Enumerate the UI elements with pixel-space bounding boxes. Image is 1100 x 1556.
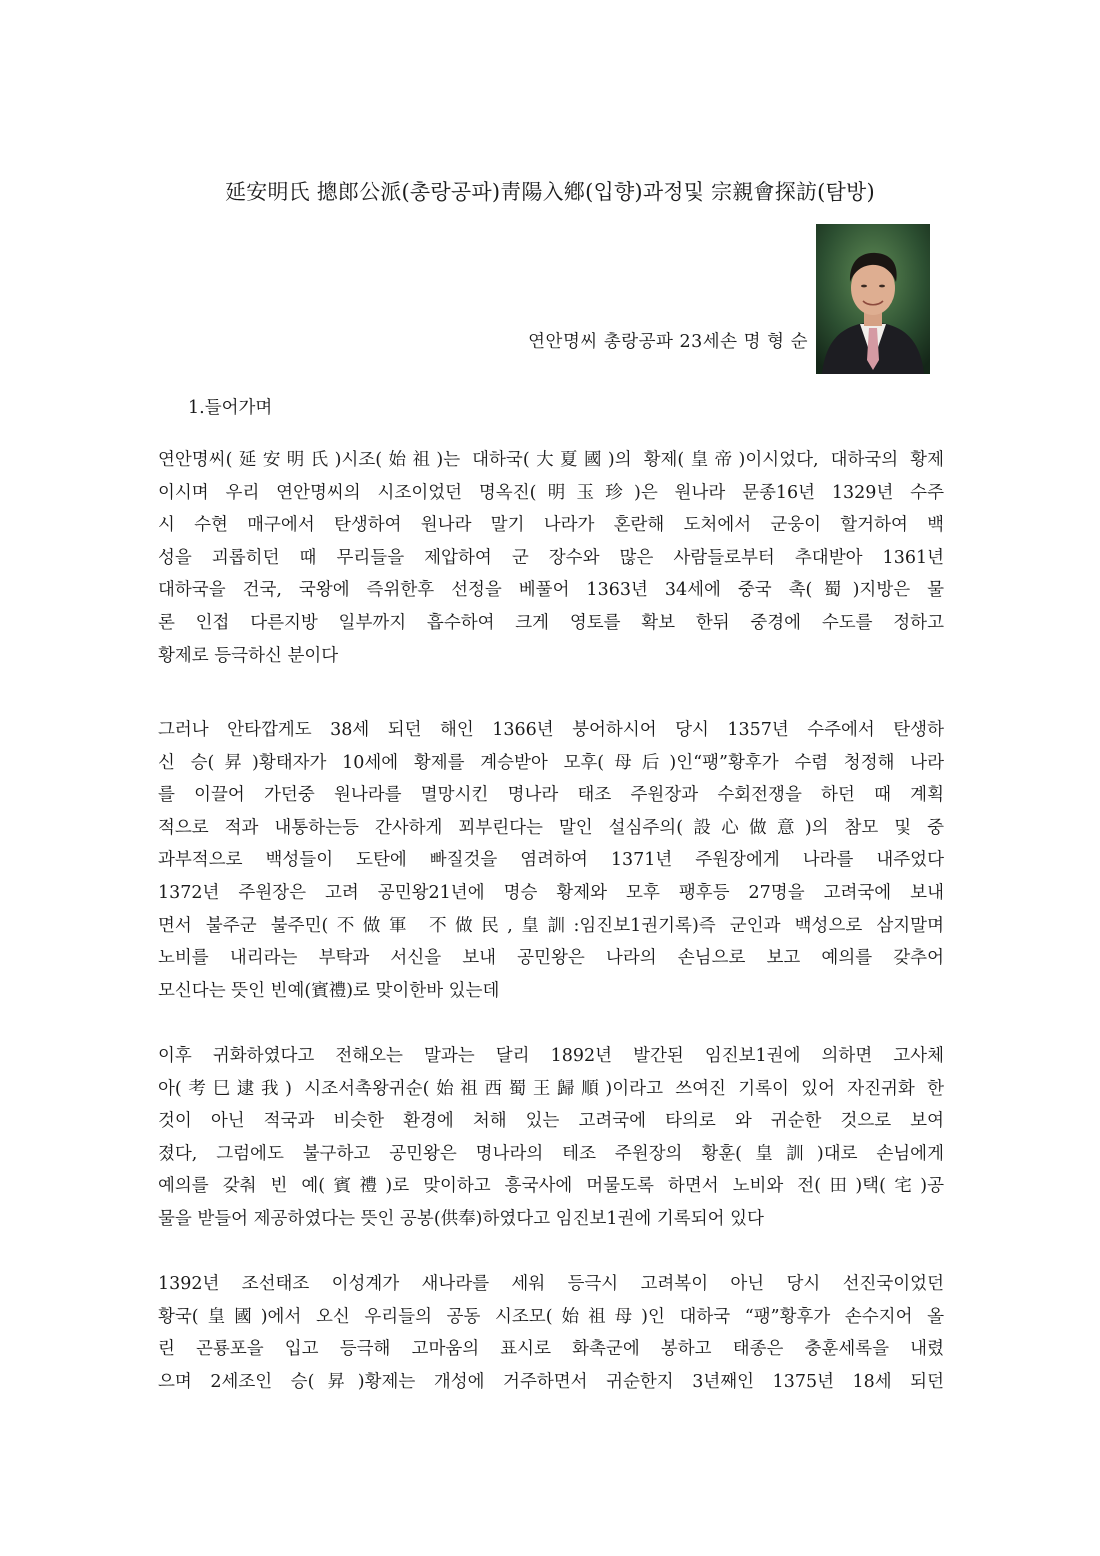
text-line: 것이 아닌 적국과 비슷한 환경에 처해 있는 고려국에 타의로 와 귀순한 것으로 보여 [158, 1111, 944, 1132]
text-line: 이시며 우리 연안명씨의 시조이었던 명옥진(明玉珍)은 원나라 문종16년 1329년 수주 [158, 482, 944, 503]
text-line: 졌다, 그럼에도 불구하고 공민왕은 명나라의 테조 주원장의 황훈(皇訓)대로 손님에게 [158, 1143, 944, 1164]
text-line: 면서 불주군 불주민(不做軍 不做民,皇訓:임진보1권기록)즉 군인과 백성으로 삼지말며 [158, 915, 944, 936]
text-line: 1392년 조선태조 이성계가 새나라를 세워 등극시 고려복이 아닌 당시 선진국이었던 [158, 1274, 944, 1294]
section-heading: 1.들어가며 [188, 398, 273, 418]
text-line: 시 수현 매구에서 탄생하여 원나라 말기 나라가 혼란해 도처에서 군웅이 할거하여 백 [158, 515, 944, 536]
paragraph-1 [158, 444, 944, 672]
text-line: 연안명씨(延安明氏)시조(始祖)는 대하국(大夏國)의 황제(皇帝)이시었다, 대하국의 황제 [158, 450, 944, 470]
text-line: 이후 귀화하였다고 전해오는 말과는 달리 1892년 발간된 임진보1권에 의하면 고사체 [158, 1046, 944, 1066]
text-line: 그러나 안타깝게도 38세 되던 해인 1366년 붕어하시어 당시 1357년 수주에서 탄생하 [158, 720, 944, 740]
text-line: 모신다는 뜻인 빈예(賓禮)로 맞이한바 있는데 [158, 980, 500, 1001]
text-line: 론 인접 다른지방 일부까지 흡수하여 크게 영토를 확보 한뒤 중경에 수도를 정하고 [158, 612, 944, 633]
text-line: 물을 받들어 제공하였다는 뜻인 공봉(供奉)하였다고 임진보1권에 기록되어 있다 [158, 1208, 764, 1229]
text-line: 황제로 등극하신 분이다 [158, 645, 339, 666]
text-line: 노비를 내리라는 부탁과 서신을 보내 공민왕은 나라의 손님으로 보고 예의를 갖추어 [158, 948, 944, 969]
text-line: 를 이끌어 가던중 원나라를 멸망시킨 명나라 태조 주원장과 수회전쟁을 하던 때 계획 [158, 785, 944, 806]
portrait-photo-icon [816, 224, 930, 374]
author-photo [816, 224, 930, 374]
text-line: 과부적으로 백성들이 도탄에 빠질것을 염려하여 1371년 주원장에게 나라를 내주었다 [158, 850, 944, 871]
paragraph-4 [158, 1268, 944, 1398]
paragraph-2 [158, 714, 944, 1007]
text-line: 대하국을 건국, 국왕에 즉위한후 선정을 베풀어 1363년 34세에 중국 촉(蜀)지방은 물 [158, 580, 944, 601]
text-line: 적으로 적과 내통하는등 간사하게 꾀부린다는 말인 설심주의(設心做意)의 참모 및 중 [158, 817, 944, 838]
author-byline: 연안명씨 총랑공파 23세손 명 형 순 [528, 332, 808, 352]
text-line: 1372년 주원장은 고려 공민왕21년에 명승 황제와 모후 팽후등 27명을 고려국에 보내 [158, 882, 944, 903]
text-line: 성을 괴롭히던 때 무리들을 제압하여 군 장수와 많은 사람들로부터 추대받아 1361년 [158, 547, 944, 568]
text-line: 아(考巳逮我) 시조서촉왕귀순(始祖西蜀王歸順)이라고 쓰여진 기록이 있어 자진귀화 한 [158, 1078, 944, 1099]
text-line: 린 곤룡포을 입고 등극해 고마움의 표시로 화촉군에 봉하고 태종은 충훈세록을 내렸 [158, 1339, 944, 1360]
text-line: 예의를 갖춰 빈 예(賓禮)로 맞이하고 흥국사에 머물도록 하면서 노비와 전(田)택(宅)공 [158, 1176, 944, 1197]
text-line: 으며 2세조인 승(昇)황제는 개성에 거주하면서 귀순한지 3년째인 1375년 18세 되던 [158, 1371, 944, 1392]
text-line: 신 승(昇)황태자가 10세에 황제를 계승받아 모후(母后)인“팽”황후가 수렴 청정해 나라 [158, 752, 944, 773]
text-line: 황국(皇國)에서 오신 우리들의 공동 시조모(始祖母)인 대하국 “팽”황후가 손수지어 올 [158, 1306, 944, 1327]
paragraph-3 [158, 1040, 944, 1236]
document-title: 延安明氏 摠郎公派(총랑공파)靑陽入鄕(입향)과정및 宗親會探訪(탐방) [225, 180, 875, 204]
